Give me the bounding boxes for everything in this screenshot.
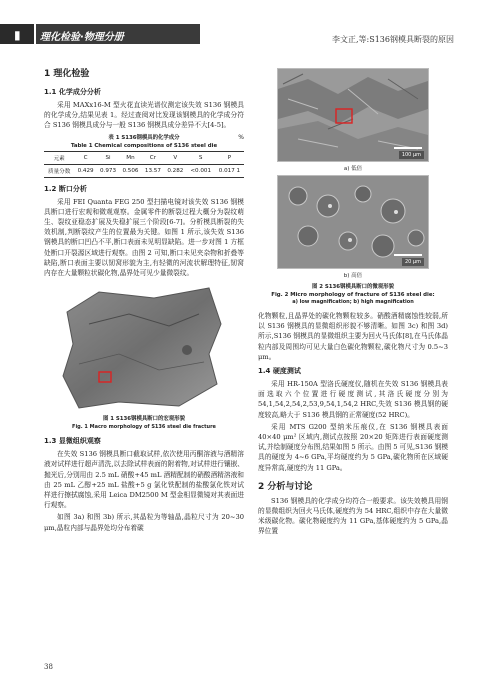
table1-caption-en: Table 1 Chemical compositions of S136 steel die <box>70 142 218 149</box>
header-logo-icon: ▮ <box>14 28 21 42</box>
fig1-caption-en: Fig. 1 Macro morphology of S136 steel die fracture <box>72 424 216 431</box>
sem-image-low-mag <box>277 68 429 162</box>
section-2-title: 2 分析与讨论 <box>258 481 313 492</box>
right-column <box>258 68 448 539</box>
chemical-composition-table <box>44 151 244 178</box>
fracture-macro-photo <box>59 284 229 412</box>
table-row <box>44 164 244 177</box>
fracture-macro-svg <box>59 284 229 412</box>
page-number: 38 <box>44 663 53 671</box>
table-header-cell: Si <box>105 154 111 161</box>
scale-label-low: 100 μm <box>399 151 424 159</box>
table-cell: 0.429 <box>77 167 94 174</box>
fig2-caption-en-2: a) low magnification; b) high magnification <box>292 299 414 305</box>
fig1-caption-cn: 图 1 S136钢模具断口的宏观形貌 <box>103 416 185 423</box>
right-paragraph-continued: 化物颗粒,且晶界处的碳化物颗粒较多。硝酸酒精腐蚀性较弱,所以 S136 钢模具的显微组织形貌不够清晰。如图 3c) 和图 3d) 所示,S136 钢模具的显微组织主要为回火马氏体[8],在马氏体晶粒内部及周围均可见大量白色碳化物颗粒,碳化物尺寸为 0.5~3 μm。 <box>258 312 448 361</box>
table-cell: 质量分数 <box>47 168 71 175</box>
header-section-label: 理化检验·物理分册 <box>40 32 124 43</box>
table1-caption-cn: 表 1 S136钢模具的化学成分 <box>108 134 180 141</box>
table-cell: 0.017 1 <box>218 167 241 174</box>
section-1-title: 1 理化检验 <box>44 69 90 79</box>
table-cell: 0.506 <box>122 167 139 174</box>
section-1-1-title: 1.1 化学成分分析 <box>44 88 101 96</box>
fig2b-label: b) 高倍 <box>343 273 363 279</box>
sem-image-high-mag <box>277 175 429 269</box>
table-cell: 13.57 <box>144 167 161 174</box>
section-2-paragraph: S136 钢模具的化学成分均符合一般要求。该失效模具用钢的显微组织为回火马氏体,硬度约为 54 HRC,组织中存在大量微米级碳化物。碳化物硬度约为 11 GPa,基体硬度约为 5 GPa,晶界位置 <box>258 496 448 536</box>
section-1-2-paragraph: 采用 FEI Quanta FEG 250 型扫描电镜对该失效 S136 钢模具断口进行宏观和微观观察。金属零件的断裂过程大概分为裂纹萌生、裂纹亚稳态扩展及失稳扩展三个阶段[6-7]。分析模具断裂的失效机制,判断裂纹产生的位置最为关键。如图 1 所示,该失效 S136 钢模具的断口凹凸不平,断口表面未见明显缺陷。进一步对图 1 方框处断口开裂源区域进行观察。由图 2 可知,断口未见夹杂物和折叠等缺陷,断口表面主要以韧窝形貌为主,有轻微的河流状解理特征,韧窝内存在大量颗粒状碳化物,晶界处可见少量微裂纹。 <box>44 197 244 278</box>
fig2a-label: a) 低倍 <box>343 166 363 172</box>
section-1-2-title: 1.2 断口分析 <box>44 184 87 193</box>
fig2-caption-cn: 图 2 S136钢模具断口的微观形貌 <box>312 284 394 290</box>
table-header-cell: S <box>198 154 203 161</box>
section-1-4-paragraph-1: 采用 HR-150A 型洛氏硬度仪,随机在失效 S136 钢模具表面选取六个位置进行硬度测试,其洛氏硬度分别为 54,1,54,2,54,2,53,9,54,1,54,2 HRC,失效 S136 模具钢的硬度较高,略大于 S136 模具钢的正常硬度(52 HRC)。 <box>258 380 448 419</box>
table-header-cell: Mn <box>126 154 135 161</box>
table-header-cell: V <box>173 154 178 161</box>
section-1-3-paragraph-1: 在失效 S136 钢模具断口截取试样,依次使用丙酮溶液与酒精溶液对试样进行超声清洗,以去除试样表面的附着物,对试样进行镶嵌、抛光后,分别用由 2.5 mL 硝酸+45 mL 酒精配制的硝酸酒精溶液和由 25 mL 乙醇+25 mL 盐酸+5 g 氯化铁配制的盐酸氯化铁对试样进行擦拭腐蚀,采用 Leica DM2500 M 型金相显微镜对其表面进行观察。 <box>44 450 244 510</box>
table1-unit: % <box>238 133 244 141</box>
table-header-row <box>44 151 244 164</box>
table-cell: <0.001 <box>190 167 212 174</box>
scale-bar <box>394 254 422 256</box>
table-header-cell: P <box>227 154 232 161</box>
section-1-4-paragraph-2: 采用 MTS G200 型纳米压痕仪,在 S136 钢模具表面 40×40 μm² 区域内,测试点按照 20×20 矩阵进行表面硬度测试,并绘制硬度分布图,结果如图 5 所示。由图 5 可见,S136 钢模具的硬度为 4~6 GPa,平均硬度约为 5 GPa,碳化物所在区域硬度异常高,硬度约为 11 GPa。 <box>258 422 448 472</box>
section-1-3-paragraph-2: 如图 3a) 和图 3b) 所示,其晶粒为等轴晶,晶粒尺寸为 20~30 μm,晶粒内部与晶界处均分布着碳 <box>44 513 244 532</box>
section-1-4-title: 1.4 硬度测试 <box>258 367 301 376</box>
scale-label-high: 20 μm <box>402 258 424 266</box>
table-header-cell: C <box>83 154 88 161</box>
left-column <box>44 66 244 535</box>
table-header-cell: Cr <box>149 154 157 161</box>
scale-bar <box>394 147 422 149</box>
running-title: 李文正,等:S136钢模具断裂的原因 <box>332 35 454 44</box>
table-header-cell: 元素 <box>53 155 65 162</box>
section-1-3-title: 1.3 显微组织观察 <box>44 437 101 446</box>
table-cell: 0.973 <box>100 167 117 174</box>
fig2-caption-en: Fig. 2 Micro morphology of fracture of S136 steel die: <box>271 292 435 298</box>
section-1-1-paragraph: 采用 MAXx16-M 型火花直读光谱仪测定该失效 S136 钢模具的化学成分,结果见表 1。经过查阅对比发现该钢模具的化学成分符合 S136 钢模具成分与一般 S136 钢模具成分差异不大[4-5]。 <box>44 101 244 130</box>
table-cell: 0.282 <box>167 167 184 174</box>
